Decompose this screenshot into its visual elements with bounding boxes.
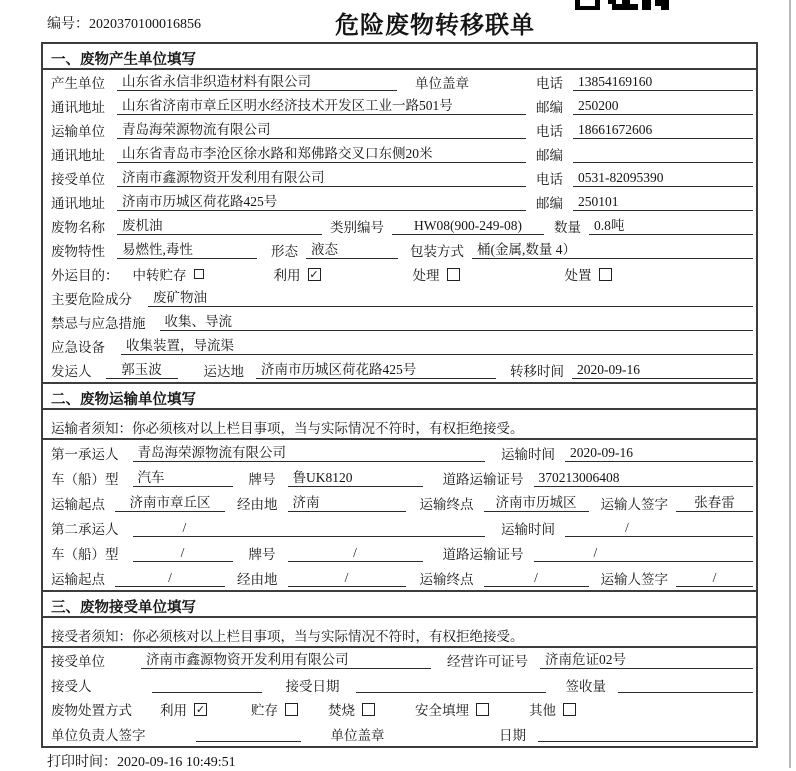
license-value: 济南危证02号 xyxy=(540,651,753,669)
form-row-receiver xyxy=(43,166,756,190)
origin-label: 运输起点 xyxy=(51,496,105,512)
shipper-value: 郭玉波 xyxy=(106,361,178,379)
checkbox-icon xyxy=(599,268,612,281)
print-time-label: 打印时间： xyxy=(47,755,117,770)
equipment-value: 收集装置，导流渠 xyxy=(121,337,753,355)
checkbox-icon xyxy=(362,703,375,716)
section2-title: 二、废物运输单位填写 xyxy=(43,382,756,410)
print-time xyxy=(47,751,236,771)
producer-address-value: 山东省济南市章丘区明水经济技术开发区工业一路501号 xyxy=(117,97,526,115)
carrier1-permit-value: 370213006408 xyxy=(534,469,754,487)
form-row-taboo-measures xyxy=(43,310,756,334)
destination-label: 运达地 xyxy=(203,364,244,379)
checkbox-icon xyxy=(563,703,576,716)
option-label: 贮存 xyxy=(251,703,278,719)
manager-sign-label: 单位负责人签字 xyxy=(51,727,146,743)
form-row-waste-name xyxy=(43,214,756,238)
manifest-form xyxy=(41,42,758,748)
form-row-carrier2-route xyxy=(43,565,756,590)
vehicle-type-label: 车（船）型 xyxy=(51,471,119,487)
section1-title: 一、废物产生单位填写 xyxy=(43,44,756,70)
carrier1-sign-value: 张春雷 xyxy=(676,494,753,512)
carrier1-time-label: 运输时间 xyxy=(501,446,555,462)
option-label: 利用 xyxy=(160,703,187,719)
check-mark: ✓ xyxy=(309,267,319,281)
print-time-value: 2020-09-16 10:49:51 xyxy=(117,755,236,770)
receiver-address-value: 济南市历城区荷花路425号 xyxy=(117,193,526,211)
disposal-option-incinerate xyxy=(328,699,375,719)
taboo-value: 收集、导流 xyxy=(160,313,754,331)
transfer-time-value: 2020-09-16 xyxy=(572,361,753,379)
form-row-emergency-equipment xyxy=(43,334,756,358)
form-state-label: 形态 xyxy=(271,244,298,259)
hazard-label: 主要危险成分 xyxy=(51,292,132,307)
producer-label: 产生单位 xyxy=(51,76,105,91)
transporter-zip-label: 邮编 xyxy=(536,148,563,163)
carrier1-plate-value: 鲁UK8120 xyxy=(288,469,423,487)
accept-date-label: 接受日期 xyxy=(285,678,340,694)
carrier-sign-label: 运输人签字 xyxy=(600,571,668,587)
disposal-option-other xyxy=(529,699,576,719)
purpose-option-use xyxy=(274,264,321,284)
carrier2-plate-value: / xyxy=(288,544,423,562)
carrier1-via-value: 济南 xyxy=(288,494,406,512)
carrier1-label: 第一承运人 xyxy=(51,446,119,462)
carrier2-label: 第二承运人 xyxy=(51,521,119,537)
carrier2-vehicle-value: / xyxy=(133,544,233,562)
receiver-phone-label: 电话 xyxy=(536,172,563,187)
waste-name-value: 废机油 xyxy=(117,217,322,235)
option-label: 利用 xyxy=(273,268,301,283)
option-label: 安全填埋 xyxy=(415,703,469,719)
carrier2-end-value: / xyxy=(484,569,589,587)
transfer-time-label: 转移时间 xyxy=(510,364,564,379)
carrier1-time-value: 2020-09-16 xyxy=(565,444,753,462)
transporter-value: 青岛海荣源物流有限公司 xyxy=(117,121,526,139)
form-row-transport-purpose xyxy=(43,262,756,286)
receiver-zip-label: 邮编 xyxy=(536,196,563,211)
checkbox-checked-icon xyxy=(194,703,207,716)
quantity-label: 数量 xyxy=(554,220,581,235)
form-row-carrier1-route xyxy=(43,490,756,515)
transporter-zip-value xyxy=(573,146,753,163)
qr-code-partial xyxy=(575,0,669,10)
transporter-label: 运输单位 xyxy=(51,124,105,139)
carrier2-value: / xyxy=(133,519,486,537)
checkbox-checked-icon xyxy=(308,268,321,281)
option-label: 处理 xyxy=(412,268,440,283)
form-row-carrier2-vehicle xyxy=(43,540,756,565)
taboo-label: 禁忌与应急措施 xyxy=(51,316,146,331)
form-row-waste-character xyxy=(43,238,756,262)
shipper-label: 发运人 xyxy=(51,364,92,379)
form-state-value: 液态 xyxy=(306,241,398,259)
license-label: 经营许可证号 xyxy=(447,654,528,670)
equipment-label: 应急设备 xyxy=(51,340,105,355)
form-row-accept-unit xyxy=(43,648,756,673)
unit-seal-label: 单位盖章 xyxy=(330,727,385,743)
option-label: 处置 xyxy=(564,268,592,283)
producer-address-label: 通讯地址 xyxy=(51,100,105,115)
destination-value: 济南市历城区荷花路425号 xyxy=(256,361,496,379)
carrier-sign-label: 运输人签字 xyxy=(600,496,668,512)
form-row-receiver-address xyxy=(43,190,756,214)
via-label: 经由地 xyxy=(237,496,278,512)
transporter-phone-value: 18661672606 xyxy=(573,121,753,139)
form-row-acceptor xyxy=(43,673,756,698)
disposal-option-use xyxy=(160,699,207,719)
manager-sign-value xyxy=(196,725,301,742)
producer-phone-label: 电话 xyxy=(536,76,563,91)
form-row-transporter-address xyxy=(43,142,756,166)
disposal-option-landfill xyxy=(415,699,489,719)
carrier2-time-label: 运输时间 xyxy=(501,521,555,537)
hazard-value: 废矿物油 xyxy=(148,289,753,307)
plate-label: 牌号 xyxy=(248,546,276,562)
carrier2-sign-value: / xyxy=(676,569,753,587)
purpose-option-dispose xyxy=(565,264,612,284)
carrier1-value: 青岛海荣源物流有限公司 xyxy=(133,444,486,462)
checkbox-icon xyxy=(285,703,298,716)
via-label: 经由地 xyxy=(237,571,278,587)
receiver-label: 接受单位 xyxy=(51,172,105,187)
end-label: 运输终点 xyxy=(419,571,474,587)
form-row-hazard-component xyxy=(43,286,756,310)
transporter-address-value: 山东省青岛市李沧区徐水路和郑佛路交叉口东侧20米 xyxy=(117,145,526,163)
road-permit-label: 道路运输证号 xyxy=(442,471,524,487)
checkbox-icon xyxy=(194,269,204,279)
option-label: 焚烧 xyxy=(328,703,355,719)
vehicle-type-label: 车（船）型 xyxy=(51,546,119,562)
form-row-carrier1-vehicle xyxy=(43,465,756,490)
quantity-value: 0.8吨 xyxy=(589,217,753,235)
road-permit-label: 道路运输证号 xyxy=(442,546,524,562)
category-value: HW08(900-249-08) xyxy=(392,217,544,235)
waste-character-label: 废物特性 xyxy=(51,244,105,259)
carrier1-end-value: 济南市历城区 xyxy=(484,494,589,512)
waste-name-label: 废物名称 xyxy=(51,220,105,235)
receiver-phone-value: 0531-82095390 xyxy=(573,169,753,187)
carrier1-origin-value: 济南市章丘区 xyxy=(115,494,225,512)
packing-value: 桶(金属,数量 4） xyxy=(472,241,753,259)
form-row-shipper xyxy=(43,358,756,382)
form-row-carrier1 xyxy=(43,440,756,465)
purpose-label: 外运目的： xyxy=(51,268,119,283)
transporter-address-label: 通讯地址 xyxy=(51,148,105,163)
document-number-value: 2020370100016856 xyxy=(89,17,201,32)
end-label: 运输终点 xyxy=(419,496,474,512)
page-edge-divider xyxy=(789,0,791,768)
producer-zip-value: 250200 xyxy=(573,97,753,115)
carrier2-time-value: / xyxy=(565,519,753,537)
carrier2-via-value: / xyxy=(288,569,406,587)
acceptor-value xyxy=(152,676,262,693)
receiver-address-label: 通讯地址 xyxy=(51,196,105,211)
document-number xyxy=(47,13,201,33)
date-label: 日期 xyxy=(499,727,526,743)
purpose-option-transfer xyxy=(133,264,204,284)
producer-phone-value: 13854169160 xyxy=(573,73,753,91)
option-label: 中转贮存 xyxy=(132,268,187,283)
plate-label: 牌号 xyxy=(248,471,276,487)
checkbox-icon xyxy=(476,703,489,716)
accept-unit-label: 接受单位 xyxy=(51,654,105,670)
checkbox-icon xyxy=(447,268,460,281)
carrier2-permit-value: / xyxy=(534,544,754,562)
form-row-carrier2 xyxy=(43,515,756,540)
carrier2-origin-value: / xyxy=(115,569,225,587)
packing-label: 包装方式 xyxy=(410,244,464,259)
receiver-value: 济南市鑫源物资开发利用有限公司 xyxy=(117,169,526,187)
form-row-producer-address xyxy=(43,94,756,118)
origin-label: 运输起点 xyxy=(51,571,105,587)
signed-amount-label: 签收量 xyxy=(565,678,606,694)
waste-character-value: 易燃性,毒性 xyxy=(117,241,257,259)
form-row-transporter xyxy=(43,118,756,142)
accept-date-value xyxy=(356,676,546,693)
form-row-manager-sign xyxy=(43,722,756,747)
carrier1-vehicle-value: 汽车 xyxy=(133,469,233,487)
category-label: 类别编号 xyxy=(330,220,384,235)
form-row-producer xyxy=(43,70,756,94)
section3-note: 接受者须知：你必须核对以上栏目事项，当与实际情况不符时，有权拒绝接受。 xyxy=(43,618,756,648)
check-mark: ✓ xyxy=(195,702,206,716)
seal-label: 单位盖章 xyxy=(415,76,469,91)
accept-unit-value: 济南市鑫源物资开发利用有限公司 xyxy=(141,651,431,669)
producer-value: 山东省永信非织造材料有限公司 xyxy=(117,73,397,91)
producer-zip-label: 邮编 xyxy=(536,100,563,115)
purpose-option-treat xyxy=(413,264,460,284)
section2-note: 运输者须知：你必须核对以上栏目事项，当与实际情况不符时，有权拒绝接受。 xyxy=(43,410,756,440)
document-number-label: 编号： xyxy=(47,17,89,32)
date-value xyxy=(538,725,753,742)
page-title: 危险废物转移联单 xyxy=(335,13,535,39)
form-row-disposal-method xyxy=(43,697,756,722)
option-label: 其他 xyxy=(529,703,556,719)
signed-amount-value xyxy=(618,676,753,693)
disposal-option-store xyxy=(251,699,298,719)
receiver-zip-value: 250101 xyxy=(573,193,753,211)
transporter-phone-label: 电话 xyxy=(536,124,563,139)
acceptor-label: 接受人 xyxy=(51,678,92,694)
section3-title: 三、废物接受单位填写 xyxy=(43,590,756,618)
disposal-label: 废物处置方式 xyxy=(51,703,132,719)
